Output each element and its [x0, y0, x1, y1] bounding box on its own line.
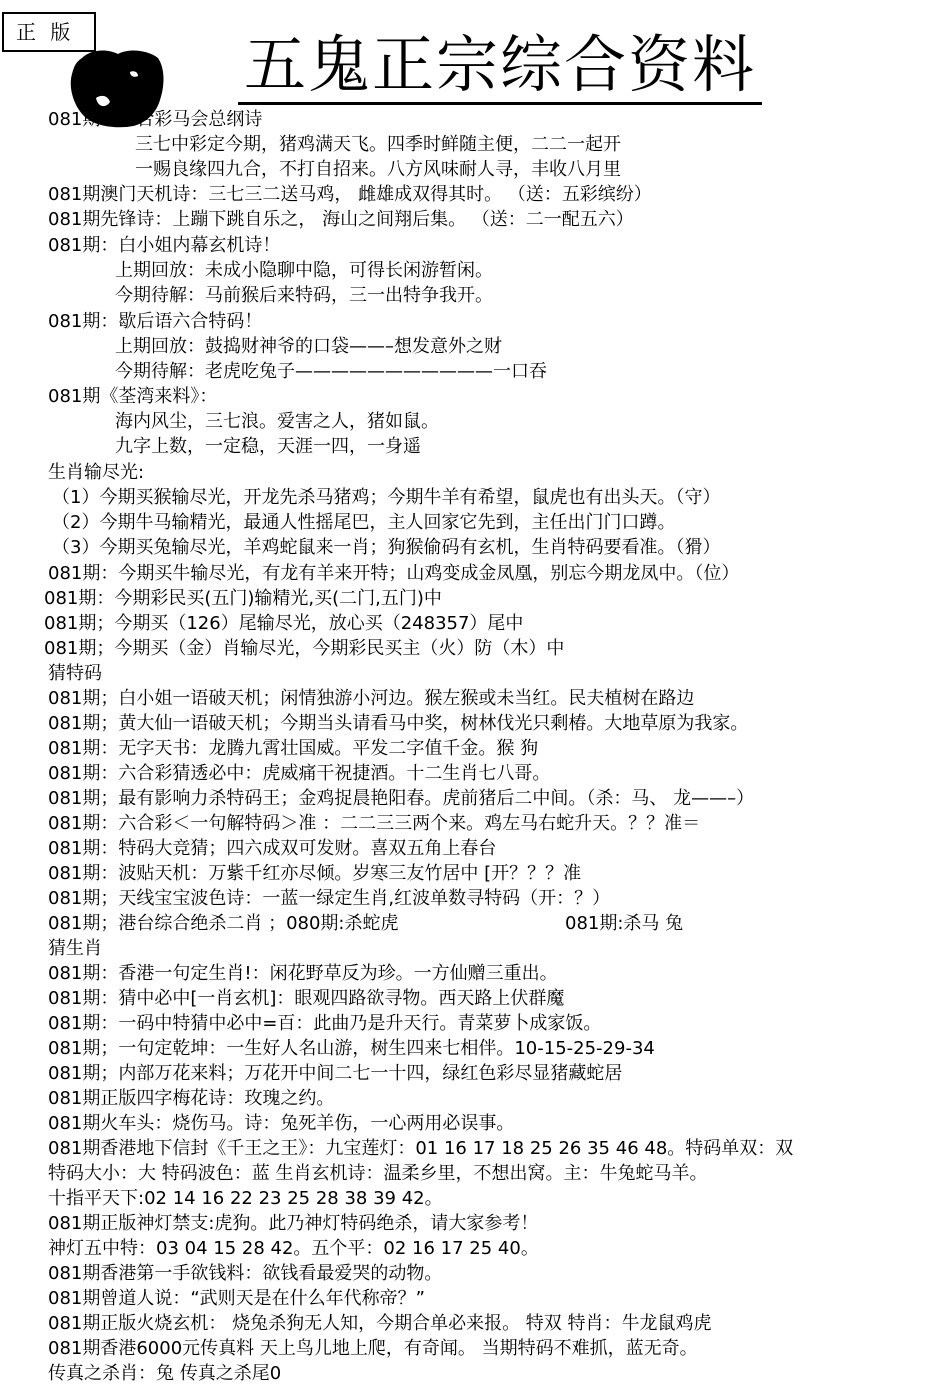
page-title: 五鬼正宗综合资料 [238, 28, 762, 105]
text-line: （2）今期牛马输精光，最通人性摇尾巴，主人回家它先到，主任出门门口蹲。 [52, 512, 676, 533]
text-line: 今期待解：老虎吃兔子———————————一口吞 [115, 361, 547, 382]
text-line: 081期；今期买（126）尾输尽光，放心买（248357）尾中 [44, 613, 524, 634]
text-line: 081期正版神灯禁支:虎狗。此乃神灯特码绝杀，请大家参考！ [48, 1213, 539, 1234]
genuine-edition-badge: 正 版 [2, 12, 96, 52]
text-line: 081期澳门天机诗：三七三二送马鸡， 雌雄成双得其时。 （送：五彩缤纷） [48, 184, 652, 205]
text-line: 081期：一码中特猜中必中=百：此曲乃是升天行。青菜萝卜成家饭。 [48, 1013, 602, 1034]
text-line: 上期回放：未成小隐聊中隐，可得长闲游暂闲。 [115, 260, 493, 281]
text-line: 081期；一句定乾坤：一生好人名山游，树生四来七相伴。10-15-25-29-34 [48, 1038, 655, 1059]
text-line: 081期正版四字梅花诗：玫瑰之约。 [48, 1088, 335, 1109]
text-line: 081期《荃湾来料》： [48, 386, 218, 407]
text-line: 神灯五中特：03 04 15 28 42。五个平：02 16 17 25 40。 [48, 1238, 539, 1259]
text-line: 081期；今期买（金）肖输尽光，今期彩民买主（火）防（木）中 [44, 638, 565, 659]
text-line: 一赐良缘四九合，不打自招来。八方风味耐人寻，丰收八月里 [135, 159, 621, 180]
text-line: 081期；白小姐一语破天机；闲情独游小河边。猴左猴或未当红。民夫植树在路边 [48, 688, 695, 709]
section-heading: 生肖输尽光: [48, 462, 145, 483]
text-line: 081期：特码大竞猜；四六成双可发财。喜双五角上春台 [48, 838, 497, 859]
text-line: 081期；天线宝宝波色诗：一蓝一绿定生肖,红波单数寻特码（开：？） [48, 888, 611, 909]
section-heading: 猜特码 [48, 663, 102, 684]
text-line: 081期；最有影响力杀特码王；金鸡捉晨艳阳春。虎前猪后二中间。（杀：马、 龙——–） [48, 788, 755, 809]
text-line: 特码大小：大 特码波色：蓝 生肖玄机诗：温柔乡里，不想出窝。主：牛兔蛇马羊。 [48, 1163, 708, 1184]
text-line: （1）今期买猴输尽光，开龙先杀马猪鸡；今期牛羊有希望，鼠虎也有出头天。（守） [52, 487, 721, 508]
text-line: 081期先锋诗：上蹦下跳自乐之， 海山之间翔后集。 （送：二一配五六） [48, 209, 634, 230]
text-line: 081期；黄大仙一语破天机；今期当头请看马中奖，树林伐光只剩椿。大地草原为我家。 [48, 713, 749, 734]
text-line: 081期：无字天书：龙腾九霄壮国威。平发二字值千金。猴 狗 [48, 738, 539, 759]
text-line: 081期：六合彩猜透必中：虎威痛干祝捷酒。十二生肖七八哥。 [48, 763, 551, 784]
text-line: 081期曾道人说：“武则天是在什么年代称帝？” [48, 1288, 426, 1309]
text-line: 今期待解：马前猴后来特码，三一出特争我开。 [115, 285, 493, 306]
text-line: 三七中彩定今期，猪鸡满天飞。四季时鲜随主便，二二一起开 [135, 134, 621, 155]
text-line: 081期：香港一句定生肖!：闲花野草反为珍。一方仙赠三重出。 [48, 963, 558, 984]
text-line: 传真之杀肖：兔 传真之杀尾0 [48, 1363, 282, 1384]
text-line: （3）今期买兔输尽光，羊鸡蛇鼠来一肖；狗猴偷码有玄机，生肖特码要看准。（猾） [52, 537, 721, 558]
text-line: 081期火车头：烧伤马。诗：兔死羊伤，一心两用必误事。 [48, 1113, 515, 1134]
text-line: 081期正版火烧玄机： 烧兔杀狗无人知，今期合单必来报。 特双 特肖：牛龙鼠鸡虎 [48, 1313, 712, 1334]
text-line: 081期香港6000元传真料 天上鸟儿地上爬，有奇闻。 当期特码不难抓，蓝无奇。 [48, 1338, 698, 1359]
text-line: 081期：今期买牛输尽光，有龙有羊来开特；山鸡变成金凤凰，别忘今期龙凤中。（位） [48, 563, 740, 584]
text-line: 上期回放：鼓捣财神爷的口袋——–想发意外之财 [115, 336, 502, 357]
text-line: 081期：歇后语六合特码！ [48, 311, 263, 332]
text-line: 海内风尘，三七浪。爱害之人，猪如鼠。 [115, 411, 439, 432]
text-line: 081期；港台综合绝杀二肖 ；080期:杀蛇虎 [48, 913, 399, 934]
text-line: 081期：猜中必中[一肖玄机]：眼观四路欲寻物。西天路上伏群魔 [48, 988, 565, 1009]
text-line: 九字上数，一定稳，天涯一四，一身遥 [115, 436, 421, 457]
text-line: 081期：六合彩马会总纲诗 [48, 109, 263, 130]
text-line: 081期：今期彩民买(五门)输精光,买(二门,五门)中 [44, 588, 442, 609]
section-heading: 猜生肖 [48, 938, 102, 959]
text-line: 081期；内部万花来料；万花开中间二七一十四，绿红色彩尽显猪藏蛇居 [48, 1063, 623, 1084]
text-line-right: 081期:杀马 兔 [565, 913, 684, 934]
text-line: 081期香港第一手欲钱料：欲钱看最爱哭的动物。 [48, 1263, 443, 1284]
text-line: 十指平天下:02 14 16 22 23 25 28 38 39 42。 [48, 1188, 443, 1209]
text-line: 081期：波贴天机：万紫千红亦尽倾。岁寒三友竹居中 [开？？？准 [48, 863, 582, 884]
text-line: 081期香港地下信封《千王之王》：九宝莲灯：01 16 17 18 25 26 35 46 48。特码单双：双 [48, 1138, 794, 1159]
text-line: 081期：白小姐内幕玄机诗！ [48, 235, 281, 256]
text-line: 081期：六合彩＜一句解特码＞准 ：二二三三两个来。鸡左马右蛇升天。？？准＝ [48, 813, 701, 834]
